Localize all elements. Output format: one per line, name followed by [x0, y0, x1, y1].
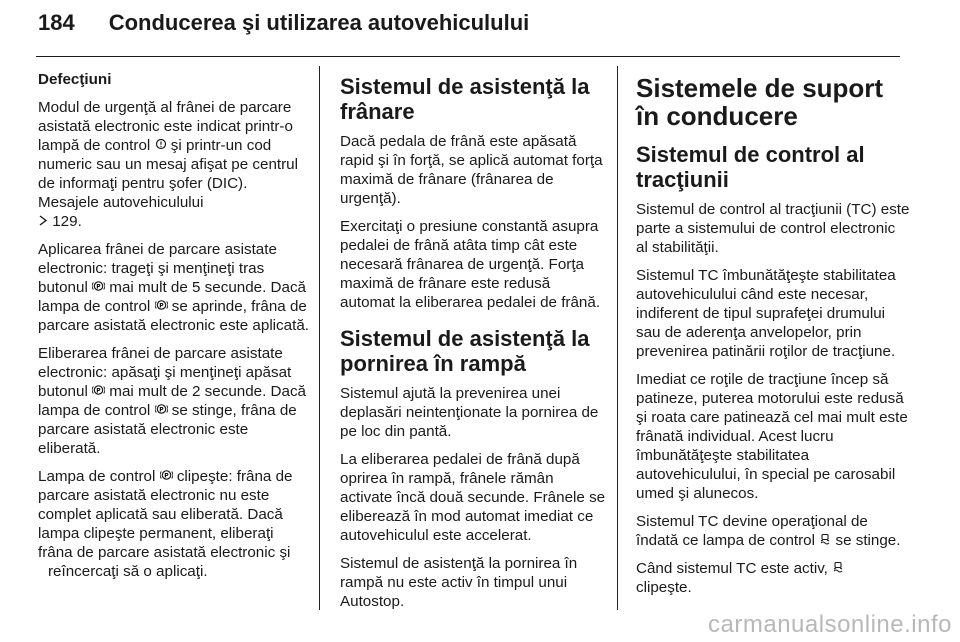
section-heading-traction-control: Sistemul de control al tracţiunii — [636, 142, 865, 192]
paragraph: Eliberarea frânei de parcare asistate electronic: apăsaţi şi menţineţi apăsat butonul P mai mult de 2 secunde. Dacă lampa de control P se stinge, frâna de parcare asistată electronic este eliberată. — [38, 345, 306, 457]
paragraph: Imediat ce roţile de tracţiune încep să patineze, puterea motorului este redusă şi roata care patinează cel mai mult este frânată individual. Acest lucru îmbunătăţeşte stabilitatea autovehiculului, în special pe carosabil umed şi alunecos. — [636, 371, 908, 502]
page-ref-arrow-icon — [38, 212, 48, 231]
column-1 — [38, 70, 310, 590]
paragraph: Dacă pedala de frână este apăsată rapid şi în forţă, se aplică automat forţa maximă de frânare (frânarea de urgenţă). — [340, 133, 603, 207]
watermark: carmanualsonline.info — [708, 611, 952, 638]
paragraph: Sistemul TC îmbunătăţeşte stabilitatea autovehiculului când este necesar, indiferent de tipul suprafeţei drumului sau de aderenţa anvelopelor, prin prevenirea patinării roţilor de tracţiune. — [636, 267, 896, 360]
header-rule — [36, 56, 900, 57]
paragraph: Aplicarea frânei de parcare asistate electronic: trageţi şi menţineţi tras butonul P mai mult de 5 secunde. Dacă lampa de control P se aprinde, frâna de parcare asistată electronic este aplicată. — [38, 241, 309, 334]
chapter-section-heading: Sistemele de suport în conducere — [636, 73, 884, 131]
parking-brake-icon — [160, 467, 173, 486]
parking-brake-icon — [155, 297, 168, 316]
column-divider — [319, 66, 320, 610]
column-divider — [617, 66, 618, 610]
page-reference[interactable]: 129. — [52, 213, 82, 230]
traction-control-icon — [819, 531, 831, 550]
section-heading-hill-start: Sistemul de asistenţă la pornirea în rampă — [340, 326, 590, 376]
paragraph: Când sistemul TC este activ, clipeşte. — [636, 559, 910, 597]
paragraph: La eliberarea pedalei de frână după oprirea în rampă, frânele rămân activate încă două secunde. Frânele se eliberează în mod automat imediat ce autovehiculul este accelerat. — [340, 451, 606, 544]
parking-brake-icon — [155, 401, 168, 420]
chapter-title: Conducerea şi utilizarea autovehiculului — [108, 10, 530, 35]
svg-text:P: P — [158, 302, 164, 310]
svg-text:P: P — [96, 283, 101, 291]
parking-brake-icon — [92, 382, 105, 401]
paragraph: Sistemul TC devine operaţional de îndată ce lampa de control se stinge. — [636, 513, 901, 549]
traction-control-icon — [832, 559, 844, 578]
paragraph: Exercitaţi o presiune constantă asupra pedalei de frână atâta timp cât este necesară frânarea de urgenţă. Forţa maximă de frânare este redusă automat la eliberarea pedalei de frână. — [340, 218, 601, 311]
column-3 — [636, 70, 910, 606]
svg-text:P: P — [163, 472, 169, 480]
paragraph: Lampa de control P clipeşte: frâna de parcare asistată electronic nu este complet aplicată sau eliberată. Dacă lampa clipeşte permanent, eliberaţi frâna de parcare asistată electronic şi reîncercaţi să o aplicaţi. — [38, 468, 293, 580]
section-heading-brake-assist: Sistemul de asistenţă la frânare — [340, 74, 590, 124]
page-header — [38, 10, 900, 50]
svg-text:P: P — [96, 387, 101, 395]
page-number: 184 — [38, 10, 75, 35]
paragraph: Sistemul de control al tracţiunii (TC) este parte a sistemului de control electronic al stabilităţii. — [636, 201, 910, 256]
parking-brake-fault-icon — [155, 136, 167, 155]
paragraph: Modul de urgenţă al frânei de parcare asistată electronic este indicat printr-o lampă de control şi printr-un cod numeric sau un mesaj afişat pe centrul de informaţi pentru şofer (DIC). Mesajele autovehiculului 129. — [38, 99, 299, 230]
paragraph: Sistemul de asistenţă la pornirea în rampă nu este activ în timpul unui Autostop. — [340, 555, 578, 610]
column-2 — [340, 70, 606, 620]
paragraph: Sistemul ajută la prevenirea unei deplasări neintenţionate la pornirea de pe loc din pantă. — [340, 385, 599, 440]
faults-subheading: Defecţiuni — [38, 71, 112, 88]
svg-text:P: P — [158, 406, 164, 414]
parking-brake-icon — [92, 278, 105, 297]
